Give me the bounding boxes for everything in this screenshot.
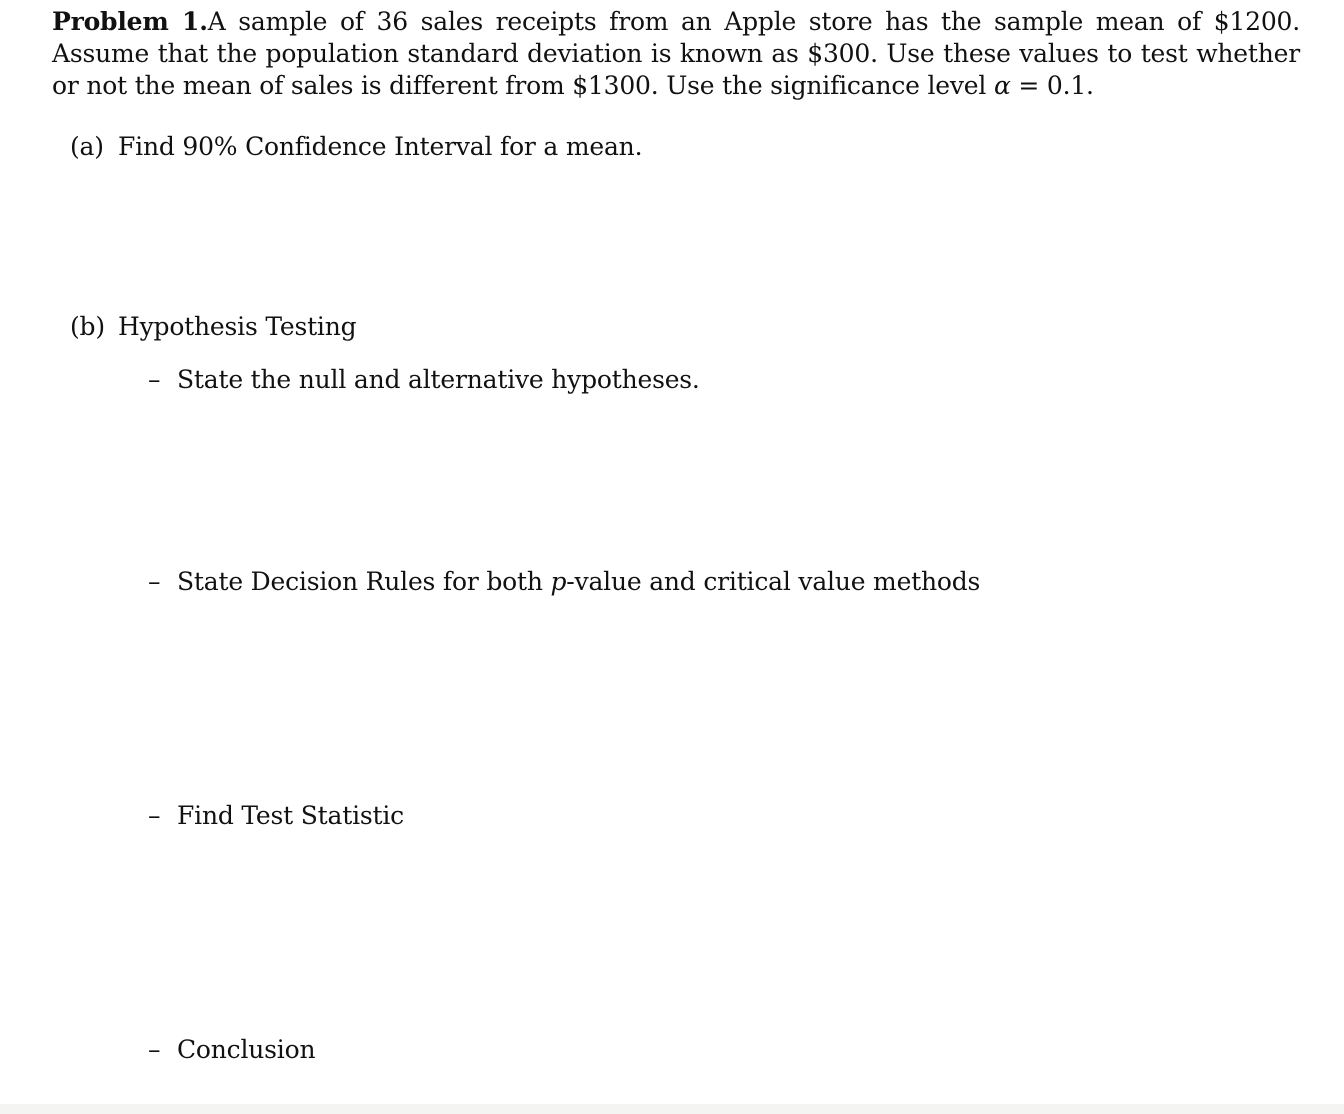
sub-item-text: State the null and alternative hypotheses. [177,365,700,394]
part-b [70,311,356,343]
part-b-text: Hypothesis Testing [118,312,357,341]
sub-item-test-statistic [148,800,404,832]
part-a-text: Find 90% Confidence Interval for a mean. [118,132,643,161]
dash: – [148,567,161,596]
dash: – [148,801,161,830]
part-b-marker: (b) [70,312,105,341]
problem-text-2: = 0.1. [1010,71,1094,100]
p-symbol: p [550,567,567,596]
problem-text-1: A sample of 36 sales receipts from an Apple store has the sample mean of $1200. Assume that the population standard deviation is known as $300. Use these values to test whether or not the mean of sales is different from $1300. Use the significance level [52,7,1300,100]
sub-item-text: Conclusion [177,1035,316,1064]
sub-item-hypotheses [148,364,700,396]
problem-label: Problem 1. [52,7,208,36]
problem-statement [52,6,1300,102]
dash: – [148,365,161,394]
sub-item-text-2: -value and critical value methods [566,567,981,596]
bottom-band [0,1104,1344,1114]
dash: – [148,1035,161,1064]
sub-item-conclusion [148,1034,315,1066]
part-a [70,131,642,163]
sub-item-text-1: State Decision Rules for both [177,567,551,596]
sub-item-decision-rules [148,566,980,598]
sub-item-text: Find Test Statistic [177,801,404,830]
part-a-marker: (a) [70,132,104,161]
alpha-symbol: α [993,71,1011,100]
